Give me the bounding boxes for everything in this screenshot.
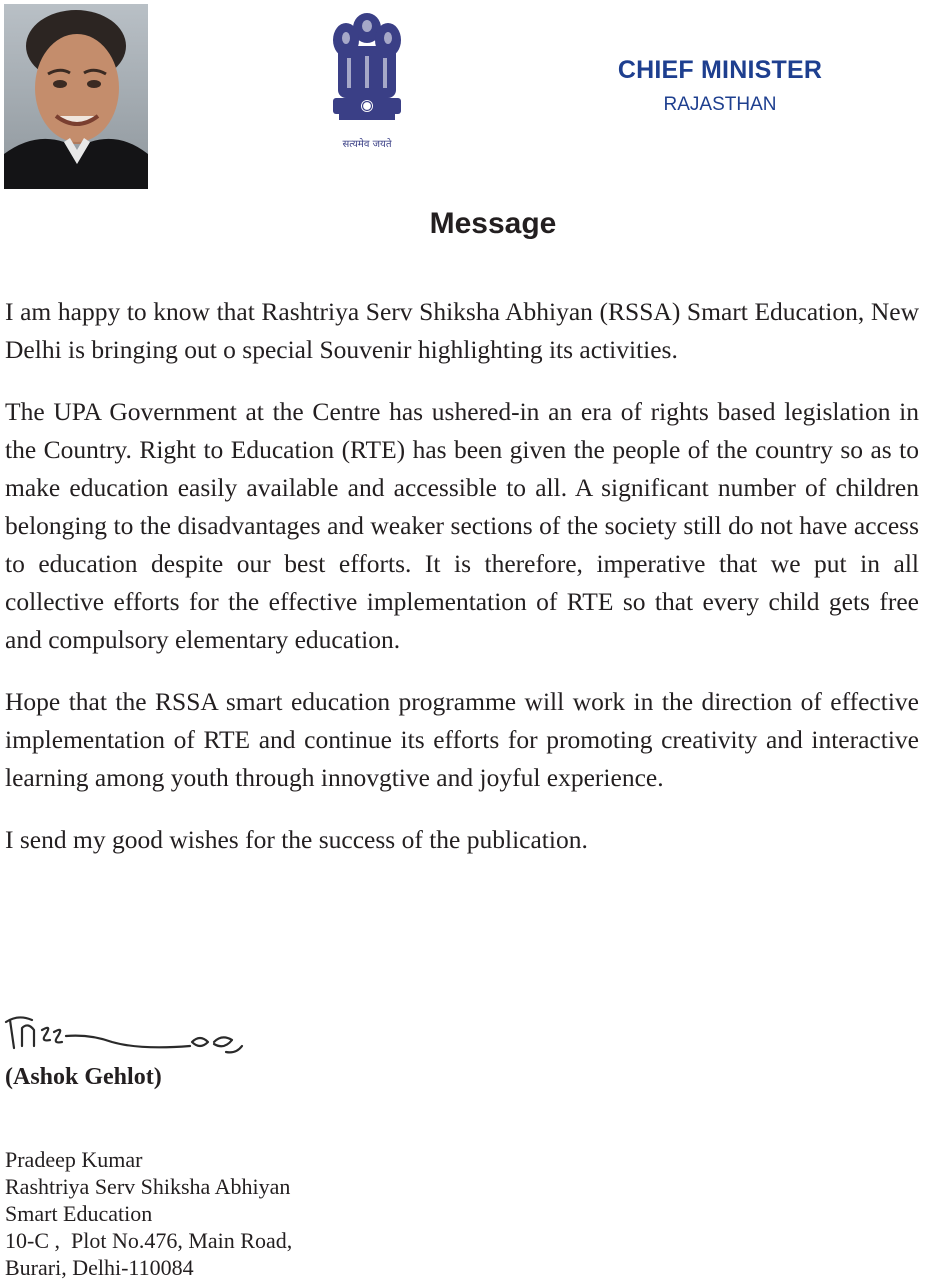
office-state: RAJASTHAN — [663, 94, 777, 115]
lion-capital-icon — [325, 6, 409, 152]
office-title: CHIEF MINISTER — [617, 56, 823, 84]
paragraph: I am happy to know that Rashtriya Serv Shiksha Abhiyan (RSSA) Smart Education, New Delhi is bringing out o special Souvenir highlighting its activities. — [5, 297, 919, 364]
address-line: Smart Education — [5, 1201, 153, 1226]
office-header — [590, 56, 850, 116]
handwritten-signature — [0, 1006, 250, 1066]
paragraph: The UPA Government at the Centre has ushered-in an era of rights based legislation in the Country. Right to Education (RTE) has been given the people of the country so as to make education easily available and accessible to all. A significant number of children belonging to the disadvantages and weaker sections of the society still do not have access to education despite our best efforts. It is therefore, imperative that we put in all collective efforts for the effective implementation of RTE so that every child gets free and compulsory elementary education. — [5, 397, 919, 654]
address-line: 10-C , Plot No.476, Main Road, — [5, 1228, 293, 1253]
paragraph: I send my good wishes for the success of the publication. — [5, 825, 588, 854]
message-body — [5, 293, 919, 859]
portrait-image — [4, 4, 148, 189]
message-heading: Message — [429, 207, 557, 240]
addressee-block — [5, 1146, 292, 1281]
signatory-name: (Ashok Gehlot) — [5, 1064, 162, 1090]
paragraph: Hope that the RSSA smart education programme will work in the direction of effective implementation of RTE and continue its efforts for promoting creativity and interactive learning among youth through innovgtive and joyful experience. — [5, 687, 919, 792]
national-emblem — [325, 6, 409, 152]
address-line: Burari, Delhi-110084 — [5, 1255, 194, 1280]
portrait-photo — [4, 4, 148, 189]
emblem-motto: सत्यमेव जयते — [342, 139, 392, 150]
address-line: Rashtriya Serv Shiksha Abhiyan — [5, 1174, 291, 1199]
address-line: Pradeep Kumar — [5, 1147, 143, 1172]
